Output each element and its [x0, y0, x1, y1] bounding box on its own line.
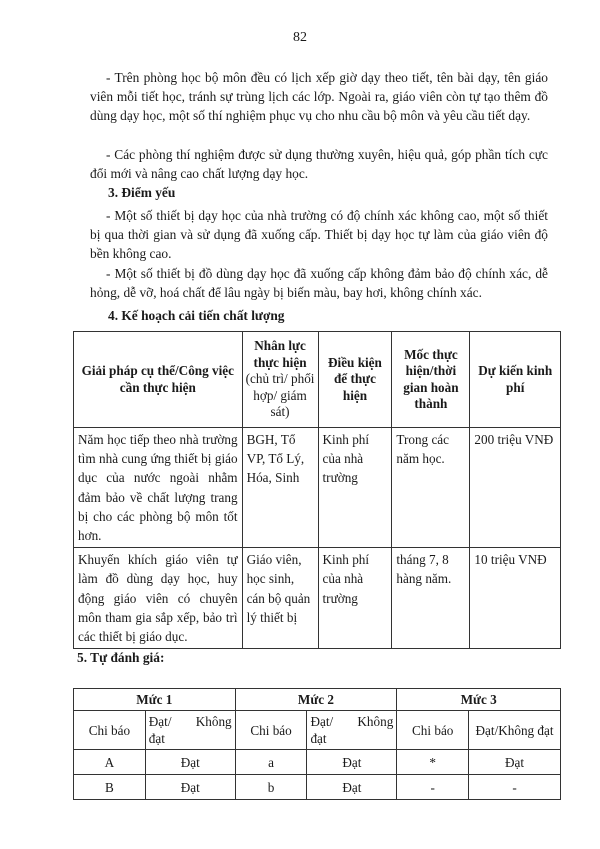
cell-staff: BGH, Tổ VP, Tổ Lý, Hóa, Sinh	[242, 428, 318, 548]
eval-table	[73, 688, 561, 800]
dat2-label: đạt	[310, 731, 327, 746]
cell-r3: -	[469, 775, 561, 800]
page-number: 82	[293, 30, 307, 45]
cell-solution: Năm học tiếp theo nhà trường tìm nhà cung ứng thiết bị giáo dục của nước ngoài nhằm đảm bảo về chất lượng trang bị cho các phòng bộ môn tốt hơn.	[74, 428, 243, 548]
cell-r1: Đạt	[145, 775, 235, 800]
header-budget: Dự kiến kinh phí	[470, 332, 561, 428]
level-3: Mức 3	[397, 689, 561, 711]
paragraph-schedule: - Trên phòng học bộ môn đều có lịch xếp giờ dạy theo tiết, tên bài dạy, tên giáo viên mỗi tiết học, tránh sự trùng lịch các lớp. Ngoài ra, giáo viên còn tự tạo thêm đồ dùng dạy học, một số thí nghiệm phục vụ cho nhu cầu bộ môn và yêu cầu tiết dạy.	[90, 70, 548, 124]
header-deadline: Mốc thực hiện/thời gian hoàn thành	[392, 332, 470, 428]
cell-c2: a	[235, 750, 307, 775]
cell-solution: Khuyến khích giáo viên tự làm đồ dùng dạy học, huy động giáo viên có chuyên môn tham gia sắp xếp, bảo trì các thiết bị giáo dục.	[74, 548, 243, 649]
header-staff-sub: (chủ trì/ phối hợp/ giám sát)	[245, 371, 315, 420]
cell-r3: Đạt	[469, 750, 561, 775]
header-staff	[242, 332, 318, 428]
plan-table-header	[74, 332, 561, 428]
level-1: Mức 1	[74, 689, 236, 711]
cell-r2: Đạt	[307, 775, 397, 800]
dat2-label: đạt	[148, 731, 165, 746]
cell-r2: Đạt	[307, 750, 397, 775]
header-solution: Giải pháp cụ thể/Công việc cần thực hiện	[74, 332, 243, 428]
header-staff-label: Nhân lực thực hiện	[253, 338, 307, 370]
paragraph-weakness-1: - Một số thiết bị dạy học của nhà trường có độ chính xác không cao, một số thiết bị qua thời gian và sử dụng đã xuống cấp. Thiết bị dạy học tự làm của giáo viên độ bền không cao.	[90, 208, 548, 262]
cell-budget: 200 triệu VNĐ	[470, 428, 561, 548]
heading-weakness: 3. Điểm yếu	[108, 185, 176, 200]
dat-khong-dat-1	[145, 711, 235, 750]
dat-khong-dat-3: Đạt/Không đạt	[469, 711, 561, 750]
dat-khong-dat-2	[307, 711, 397, 750]
cell-c3: *	[397, 750, 469, 775]
cell-conditions: Kinh phí của nhà trường	[318, 428, 392, 548]
heading-plan: 4. Kế hoạch cải tiến chất lượng	[108, 308, 285, 323]
cell-r1: Đạt	[145, 750, 235, 775]
chi-bao-1: Chi báo	[74, 711, 146, 750]
table-row	[74, 428, 561, 548]
eval-subheader-row	[74, 711, 561, 750]
cell-c1: A	[74, 750, 146, 775]
dat-label: Đạt/	[310, 714, 334, 729]
cell-deadline: Trong các năm học.	[392, 428, 470, 548]
cell-c1: B	[74, 775, 146, 800]
table-row	[74, 750, 561, 775]
level-2: Mức 2	[235, 689, 397, 711]
header-conditions: Điều kiện để thực hiện	[318, 332, 392, 428]
dat-label: Đạt/	[148, 714, 172, 729]
paragraph-weakness-2: - Một số thiết bị đồ dùng dạy học đã xuống cấp không đảm bảo độ chính xác, dễ hỏng, dễ vỡ, hoá chất để lâu ngày bị biến màu, bay hơi, không chính xác.	[90, 266, 548, 301]
cell-c3: -	[397, 775, 469, 800]
plan-table	[73, 331, 561, 649]
eval-levels-row	[74, 689, 561, 711]
cell-deadline: tháng 7, 8 hàng năm.	[392, 548, 470, 649]
khong-label: Không	[195, 714, 232, 729]
paragraph-labs: - Các phòng thí nghiệm được sử dụng thường xuyên, hiệu quả, góp phần tích cực đổi mới và nâng cao chất lượng dạy học.	[90, 147, 548, 182]
table-row	[74, 548, 561, 649]
heading-self-eval: 5. Tự đánh giá:	[77, 650, 165, 665]
cell-conditions: Kinh phí của nhà trường	[318, 548, 392, 649]
table-row	[74, 775, 561, 800]
cell-c2: b	[235, 775, 307, 800]
khong-label: Không	[357, 714, 394, 729]
chi-bao-3: Chi báo	[397, 711, 469, 750]
cell-budget: 10 triệu VNĐ	[470, 548, 561, 649]
cell-staff: Giáo viên, học sinh, cán bộ quản lý thiết bị	[242, 548, 318, 649]
chi-bao-2: Chi báo	[235, 711, 307, 750]
